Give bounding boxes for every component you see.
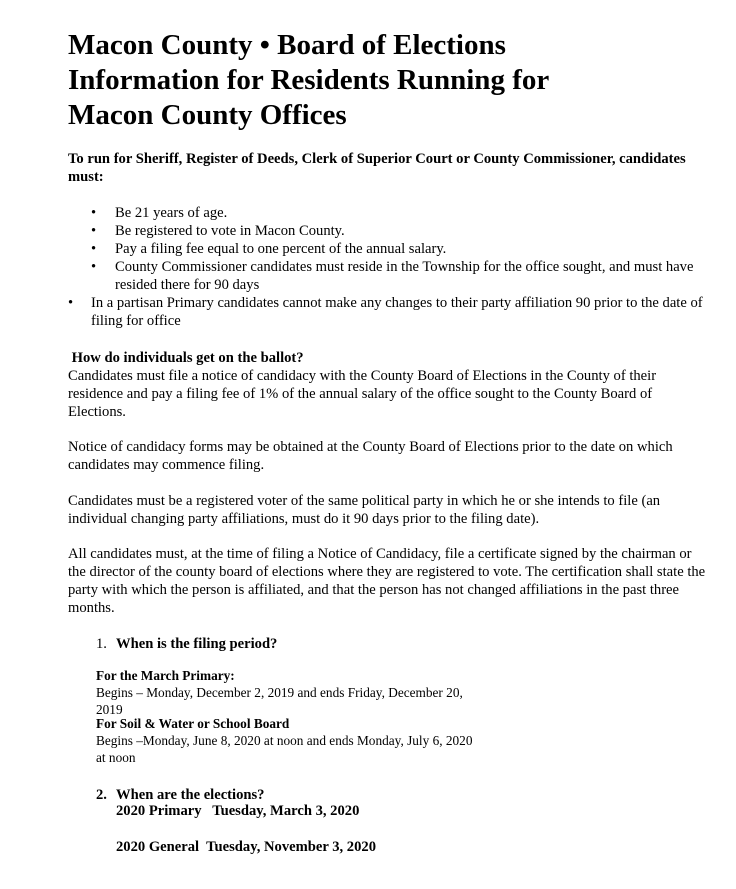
requirement-text: County Commissioner candidates must reside in the Township for the office sought, and must have resided there for 90 days: [115, 259, 694, 293]
filing-number: 1.: [96, 636, 107, 652]
requirement-item: [68, 240, 708, 258]
partisan-note-item: [68, 294, 708, 330]
march-primary-heading: For the March Primary:: [96, 668, 235, 683]
intro-text: To run for Sheriff, Register of Deeds, Clerk of Superior Court or County Commissioner, candidates must:: [68, 151, 686, 185]
requirement-item: [68, 204, 708, 222]
paragraph-notice-of-candidacy: Candidates must file a notice of candidacy with the County Board of Elections in the County of their residence and pay a filing fee of 1% of the annual salary of the office sought to the County Board of Elections.: [68, 368, 657, 420]
elections-number: 2.: [96, 787, 107, 803]
requirement-text: Pay a filing fee equal to one percent of the annual salary.: [115, 241, 447, 257]
paragraph-certificate: All candidates must, at the time of filing a Notice of Candidacy, file a certificate signed by the chairman or the director of the county board of elections where they are registered to vote. The certification shall state the party with which the person is affiliated, and that the person has not changed affiliations in the past three months.: [68, 546, 706, 616]
requirements-list: [68, 204, 708, 330]
bullet-icon: •: [91, 241, 97, 257]
requirement-item: [68, 258, 708, 294]
filing-question: When is the filing period?: [116, 636, 278, 652]
requirement-text: Be 21 years of age.: [115, 205, 228, 221]
march-primary-dates: Begins – Monday, December 2, 2019 and ends Friday, December 20, 2019: [96, 685, 463, 717]
partisan-note-text: In a partisan Primary candidates cannot make any changes to their party affiliation 90 prior to the date of filing for office: [91, 295, 703, 329]
primary-election-date: 2020 Primary Tuesday, March 3, 2020: [116, 803, 360, 819]
bullet-icon: •: [91, 205, 97, 221]
bullet-icon: •: [91, 223, 97, 239]
soil-water-dates: Begins –Monday, June 8, 2020 at noon and ends Monday, July 6, 2020 at noon: [96, 733, 473, 765]
requirement-item: [68, 222, 708, 240]
bullet-icon: •: [68, 295, 74, 311]
title-line-1: Macon County • Board of Elections: [68, 29, 506, 61]
bullet-icon: •: [91, 259, 97, 275]
ballot-question-heading: How do individuals get on the ballot?: [68, 350, 304, 366]
title-line-3: Macon County Offices: [68, 99, 347, 131]
elections-question: When are the elections?: [116, 787, 265, 803]
soil-water-heading: For Soil & Water or School Board: [96, 716, 290, 731]
requirement-text: Be registered to vote in Macon County.: [115, 223, 345, 239]
paragraph-registered-voter: Candidates must be a registered voter of the same political party in which he or she intends to file (an individual changing party affiliations, must do it 90 days prior to the filing date).: [68, 493, 661, 527]
title-line-2: Information for Residents Running for: [68, 64, 550, 96]
paragraph-forms: Notice of candidacy forms may be obtained at the County Board of Elections prior to the date on which candidates may commence filing.: [68, 439, 673, 473]
document-title: [68, 28, 708, 133]
general-election-date: 2020 General Tuesday, November 3, 2020: [116, 839, 376, 855]
